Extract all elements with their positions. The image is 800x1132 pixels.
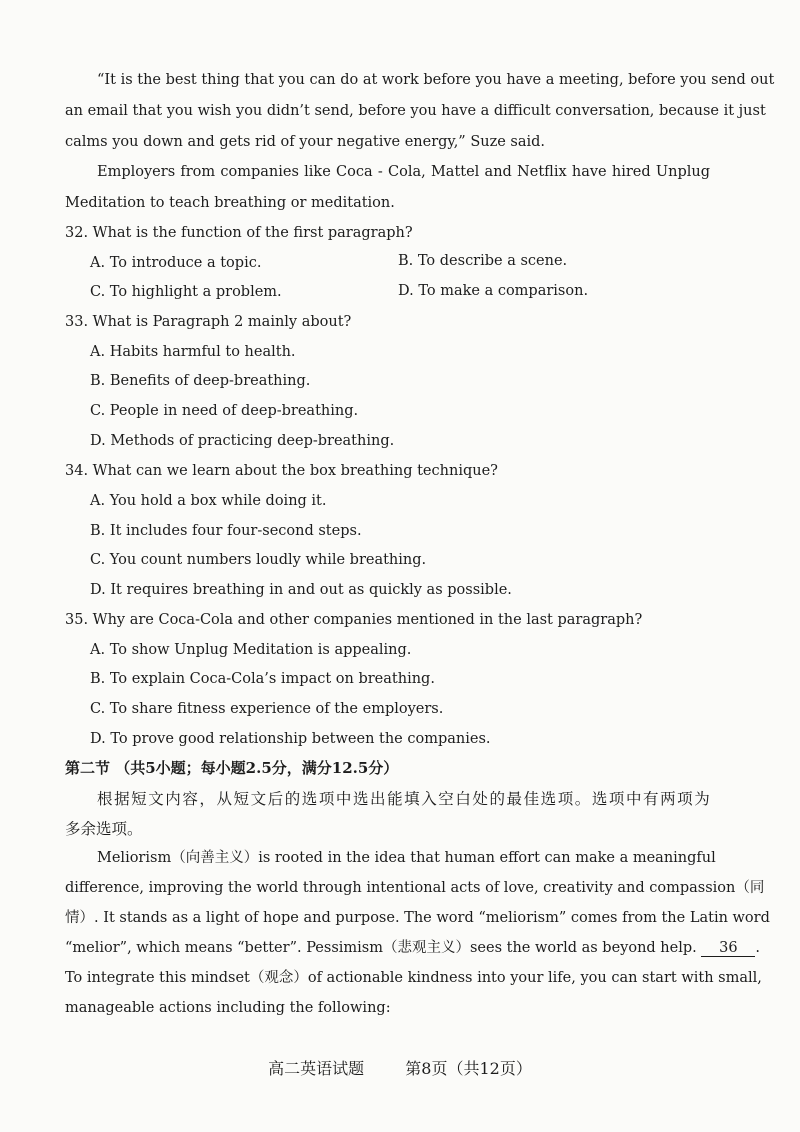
q35-option-a[interactable]: A. To show Unplug Meditation is appealing. [90,642,412,658]
meliorism-line-6: manageable actions including the following: [65,1000,391,1016]
quote-line-3: calms you down and gets rid of your negative energy,” Suze said. [65,134,546,150]
meliorism-line-1: Meliorism（向善主义）is rooted in the idea that human effort can make a meaningful [97,850,716,866]
quote-line-1: “It is the best thing that you can do at work before you have a meeting, before you send out [97,72,775,88]
q33-option-a[interactable]: A. Habits harmful to health. [90,344,296,360]
quote-line-2: an email that you wish you didn’t send, before you have a difficult conversation, because it just [65,103,766,119]
q33-option-b[interactable]: B. Benefits of deep-breathing. [90,373,311,389]
section-2-instruction-line-1: 根据短文内容，从短文后的选项中选出能填入空白处的最佳选项。选项中有两项为 [97,790,710,808]
q32-option-d[interactable]: D. To make a comparison. [398,283,589,299]
q34-option-b[interactable]: B. It includes four four-second steps. [90,523,362,539]
meliorism-line-4-text: “melior”, which means “better”. Pessimism（悲观主义）sees the world as beyond help. [65,940,697,956]
meliorism-line-3: 情）. It stands as a light of hope and purpose. The word “meliorism” comes from the Latin word [65,910,770,926]
section-2-instruction-line-2: 多余选项。 [65,820,143,838]
meliorism-line-2: difference, improving the world through intentional acts of love, creativity and compassion（同 [65,880,765,896]
q32-option-b[interactable]: B. To describe a scene. [398,253,568,269]
q32-option-a[interactable]: A. To introduce a topic. [90,255,262,271]
blank-36[interactable]: 36 [701,940,755,957]
meliorism-line-4 [65,938,760,958]
q34-option-a[interactable]: A. You hold a box while doing it. [90,493,327,509]
q35-option-d[interactable]: D. To prove good relationship between the companies. [90,731,491,747]
q34-option-c[interactable]: C. You count numbers loudly while breathing. [90,552,427,568]
q33-option-c[interactable]: C. People in need of deep-breathing. [90,403,359,419]
meliorism-line-5: To integrate this mindset（观念）of actionable kindness into your life, you can start with small, [65,970,762,986]
employers-line-1: Employers from companies like Coca - Cola, Mattel and Netflix have hired Unplug [97,164,710,180]
period: . [755,940,760,956]
employers-line-2: Meditation to teach breathing or meditation. [65,195,395,211]
question-35-stem: 35. Why are Coca-Cola and other companies mentioned in the last paragraph? [65,612,643,628]
section-2-heading: 第二节 （共5小题；每小题2.5分，满分12.5分） [65,759,399,777]
q33-option-d[interactable]: D. Methods of practicing deep-breathing. [90,433,395,449]
q35-option-b[interactable]: B. To explain Coca-Cola’s impact on breathing. [90,671,435,687]
footer-title: 高二英语试题 [268,1059,365,1078]
question-34-stem: 34. What can we learn about the box breathing technique? [65,463,498,479]
q34-option-d[interactable]: D. It requires breathing in and out as quickly as possible. [90,582,512,598]
q35-option-c[interactable]: C. To share fitness experience of the employers. [90,701,444,717]
footer-page-number: 第8页（共12页） [405,1059,532,1078]
question-33-stem: 33. What is Paragraph 2 mainly about? [65,314,352,330]
q32-option-c[interactable]: C. To highlight a problem. [90,284,282,300]
page-footer [0,1056,800,1079]
question-32-stem: 32. What is the function of the first paragraph? [65,225,413,241]
